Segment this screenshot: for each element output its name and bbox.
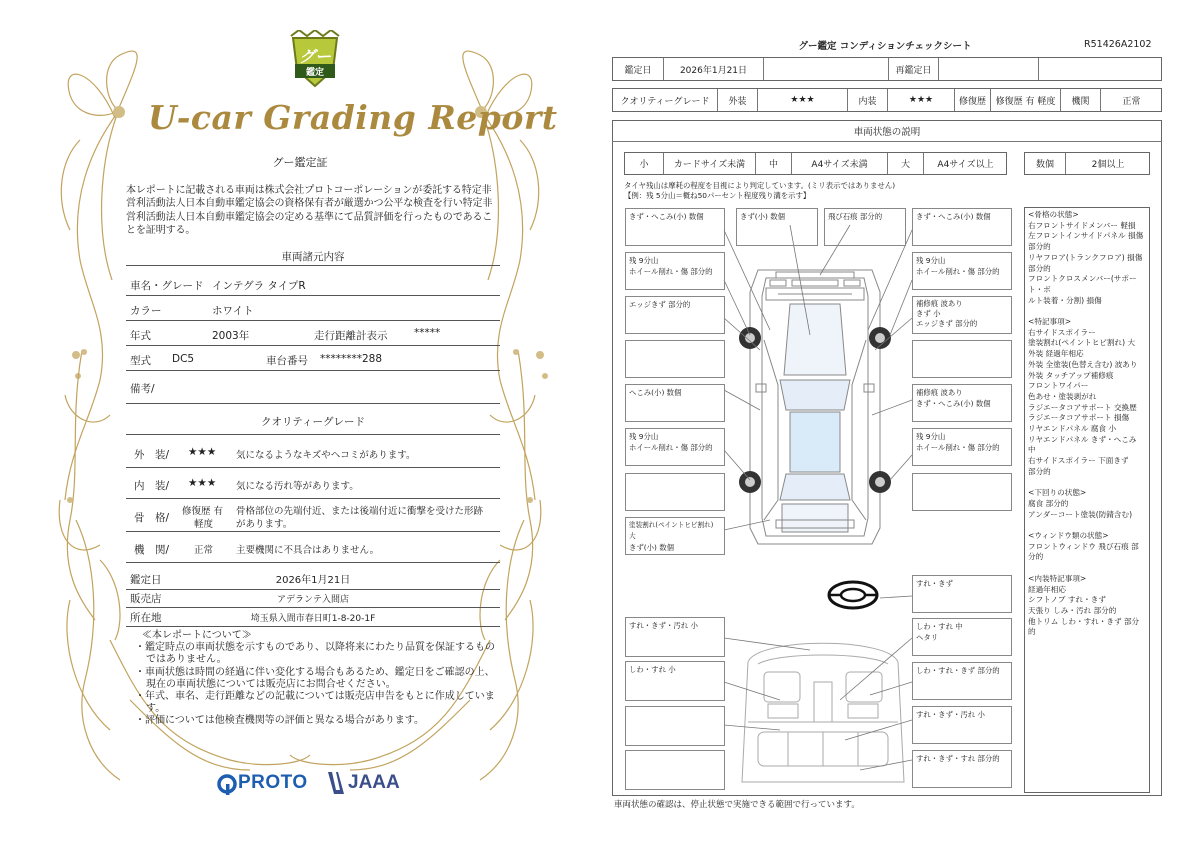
quality-label: クオリティーグレード (620, 96, 710, 107)
interior-box-left-1: すれ・きず・汚れ 小 (625, 617, 725, 657)
inspect-date-label: 鑑定日 (130, 574, 162, 586)
frame-value-2: 軽度 (194, 519, 214, 530)
report-id: R51426A2102 (1084, 39, 1152, 50)
spec-color-label: カラー (130, 305, 162, 317)
engine-value: 正常 (194, 545, 214, 556)
note-box-right-7 (912, 473, 1012, 511)
interior-box-left-4 (625, 750, 725, 790)
interior-box-right-3: しわ・すれ・きず 部分的 (912, 662, 1012, 700)
exterior-label: 外装 (717, 89, 757, 111)
interior-stars: ★★★ (188, 477, 217, 489)
condition-check-sheet (610, 0, 1200, 848)
note-item: ・車両状態は時間の経過に伴い変化する場合もあるため、鑑定日をご確認の上、現在の車両状態については販売店にお問合せください。 (135, 666, 495, 690)
condition-heading: 車両状態の説明 (612, 120, 1162, 142)
spec-row-remarks (126, 372, 500, 404)
spec-row-year (126, 322, 500, 346)
engine-value: 正常 (1100, 89, 1162, 111)
date-blank (763, 58, 888, 80)
info-row-address (126, 607, 500, 627)
info-row-date (126, 566, 500, 590)
note-box-left-1: きず・へこみ(小) 数個 (625, 208, 725, 246)
exterior-stars: ★★★ (757, 89, 847, 111)
note-box-right-4 (912, 340, 1012, 378)
certificate-heading: グー鑑定証 (272, 156, 328, 169)
address-label: 所在地 (130, 612, 162, 624)
size-small-desc: カードサイズ未満 (663, 153, 755, 174)
report-title: U-car Grading Report (148, 98, 558, 137)
count-legend (1024, 152, 1150, 175)
spec-model-label: 型式 (130, 355, 151, 367)
interior-box-left-2: しわ・すれ 小 (625, 661, 725, 701)
repair-label: 修復歴 (954, 89, 990, 111)
note-item: ・評価については他検査機関等の評価と異なる場合があります。 (135, 715, 424, 727)
size-medium-desc: A4サイズ未満 (791, 153, 887, 174)
engine-label: 機関 (1060, 89, 1100, 111)
quality-row-frame (126, 500, 500, 532)
note-box-right-5: 補修痕 波あり きず・へこみ(小) 数個 (912, 384, 1012, 422)
specs-heading: 車両諸元内容 (281, 251, 345, 263)
spec-year-label: 年式 (130, 330, 151, 342)
frame-desc-1: 骨格部位の先端付近、または後端付近に衝撃を受けた形跡 (236, 506, 484, 517)
spec-mileage-label: 走行距離計表示 (314, 330, 388, 342)
proto-logo-text: PROTO (238, 772, 308, 793)
exterior-stars: ★★★ (188, 446, 217, 458)
reinspect-blank (1038, 58, 1162, 80)
count-desc: 2個以上 (1065, 153, 1150, 174)
report-notes (126, 630, 500, 728)
note-box-left-4 (625, 340, 725, 378)
spec-name-value: インテグラ タイプR (212, 280, 306, 292)
note-item: ・鑑定時点の車両状態を示すものであり、以降将来にわたり品質を保証するものではありません。 (135, 642, 495, 666)
interior-box-right-5: すれ・きず・すれ 部分的 (912, 750, 1012, 788)
count-label: 数個 (1035, 160, 1054, 170)
badge-bottom-text: 鑑定 (305, 68, 324, 78)
size-legend (624, 152, 1007, 175)
reinspect-label: 再鑑定日 (888, 58, 938, 80)
spec-row-model (126, 347, 500, 371)
note-box-left-8: 塗装割れ(ペイントヒビ割れ) 大 きず(小) 数個 (625, 517, 725, 555)
info-row-shop (126, 588, 500, 608)
date-value: 2026年1月21日 (663, 58, 763, 80)
spec-chassis-label: 車台番号 (266, 355, 308, 367)
quality-heading: クオリティーグレード (261, 416, 365, 428)
frame-label: 骨 格/ (134, 512, 170, 524)
note-box-right-6: 残 9分山 ホイール削れ・傷 部分的 (912, 428, 1012, 466)
spec-row-color (126, 297, 500, 321)
exterior-label: 外 装/ (134, 449, 170, 461)
interior-label: 内 装/ (134, 480, 170, 492)
sheet-title: グー鑑定 コンディションチェックシート (798, 41, 972, 52)
interior-stars: ★★★ (887, 89, 954, 111)
notes-heading: ≪本レポートについて≫ (142, 630, 252, 641)
quality-row-interior (126, 469, 500, 499)
details-box (1024, 207, 1150, 793)
date-label: 鑑定日 (624, 65, 652, 76)
note-box-left-7 (625, 473, 725, 511)
tire-note-1: タイヤ残山は摩耗の程度を目視により判定しています。(ミリ表示ではありません) (624, 181, 896, 190)
note-box-right-1: きず・へこみ(小) 数個 (912, 208, 1012, 246)
spec-model-value: DC5 (172, 353, 195, 365)
inspect-date-value: 2026年1月21日 (275, 575, 351, 586)
interior-box-right-2: しわ・すれ 中 ヘタリ (912, 618, 1012, 656)
note-box-left-2: 残 9分山 ホイール削れ・傷 部分的 (625, 252, 725, 290)
spec-remarks-label: 備考/ (130, 383, 155, 395)
note-box-right-2: 残 9分山 ホイール削れ・傷 部分的 (912, 252, 1012, 290)
quality-heading-row (126, 405, 500, 435)
address-value: 埼玉県入間市春日町1-8-20-1F (250, 614, 376, 624)
shop-label: 販売店 (130, 593, 162, 605)
jaaa-logo-text: JAAA (348, 772, 400, 793)
spec-name-label: 車名・グレード (130, 280, 204, 292)
spec-color-value: ホワイト (212, 305, 254, 317)
spec-mileage-value: ***** (414, 327, 441, 339)
quality-row-exterior (126, 438, 500, 468)
repair-value: 修復歴 有 軽度 (990, 89, 1060, 111)
interior-box-left-3 (625, 706, 725, 746)
specs-heading-row (126, 244, 500, 266)
interior-desc: 気になる汚れ等があります。 (236, 481, 359, 492)
interior-box-right-4: すれ・きず・汚れ 小 (912, 706, 1012, 744)
engine-label: 機 関/ (134, 544, 170, 556)
details-list: <骨格の状態> 右フロントサイドメンバー 軽損 左フロントインサイドパネル 損傷 部分的 リヤフロア(トランクフロア) 損傷 部分的 フロントクロスメンバー(サポート・ボ ルト装着・分割) 損傷 <特記事項> 右サイドスポイラー 塗装割れ(ペイントヒビ割れ) 大 外装 経過年相応 外装 全塗装(色替え含む) 波あり 外装 タッチアップ補修痕 フロントワイパー 色あせ・塗装剥がれ ラジエータコアサポート 交換歴 ラジエータコアサポート 損傷 リヤエンドパネル 腐食 小 リヤエンドパネル きず・へこみ 中 右サイドスポイラー 下面きず 部分的 <下回りの状態> 腐食 部分的 アンダーコート塗装(防錆含む) <ウィンドウ類の状態> フロントウィンドウ 飛び石痕 部分的 <内装特記事項> 経過年相応 シフトノブ すれ・きず 天張り しみ・汚れ 部分的 他トリム しわ・すれ・きず 部分的 (1028, 210, 1144, 637)
date-row (612, 57, 1162, 81)
spec-row-name (126, 272, 500, 296)
size-medium: 中 (755, 153, 791, 174)
spec-year-value: 2003年 (212, 330, 250, 342)
note-item: ・年式、車名、走行距離などの記載については販売店申告をもとに作成しています。 (135, 691, 495, 715)
jaaa-logo-icon (326, 770, 346, 796)
interior-box-right-1: すれ・きず (912, 575, 1012, 613)
engine-desc: 主要機関に不具合はありません。 (236, 545, 380, 556)
note-box-top-2: 飛び石痕 部分的 (824, 208, 906, 246)
exterior-desc: 気になるようなキズやヘコミがあります。 (236, 450, 416, 461)
size-large: 大 (887, 153, 923, 174)
frame-value-1: 修復歴 有 (182, 506, 224, 517)
tire-note-2: 【例：残 5分山＝概ね50パーセント程度残り溝を示す】 (624, 191, 811, 200)
badge-top-text: グー (298, 47, 331, 66)
size-small: 小 (639, 160, 649, 170)
note-box-left-5: へこみ(小) 数個 (625, 384, 725, 422)
sheet-footer-note: 車両状態の確認は、停止状態で実施できる範囲で行っています。 (614, 800, 860, 810)
note-box-left-3: エッジきず 部分的 (625, 296, 725, 334)
frame-desc-2: があります。 (236, 519, 293, 530)
note-box-right-3: 補修痕 波あり きず 小 エッジきず 部分的 (912, 296, 1012, 334)
certificate-text: 本レポートに記載される車両は株式会社プロトコーポレーションが委託する特定非営利活動法人日本自動車鑑定協会の資格保有者が厳選かつ公平な検査を行い特定非営利活動法人日本自動車鑑定協会の定める基準にて品質評価を行ったものであることを証明する。 (126, 185, 493, 237)
spec-chassis-value: ********288 (320, 353, 383, 365)
quality-row (612, 88, 1162, 112)
size-large-desc: A4サイズ以上 (923, 153, 1007, 174)
reinspect-value (938, 58, 1038, 80)
proto-logo-icon (216, 772, 238, 796)
quality-row-engine (126, 533, 500, 563)
note-box-left-6: 残 9分山 ホイール削れ・傷 部分的 (625, 428, 725, 466)
shop-value: アデランテ入間店 (276, 595, 349, 605)
note-box-top-1: きず(小) 数個 (736, 208, 818, 246)
interior-label: 内装 (847, 89, 887, 111)
